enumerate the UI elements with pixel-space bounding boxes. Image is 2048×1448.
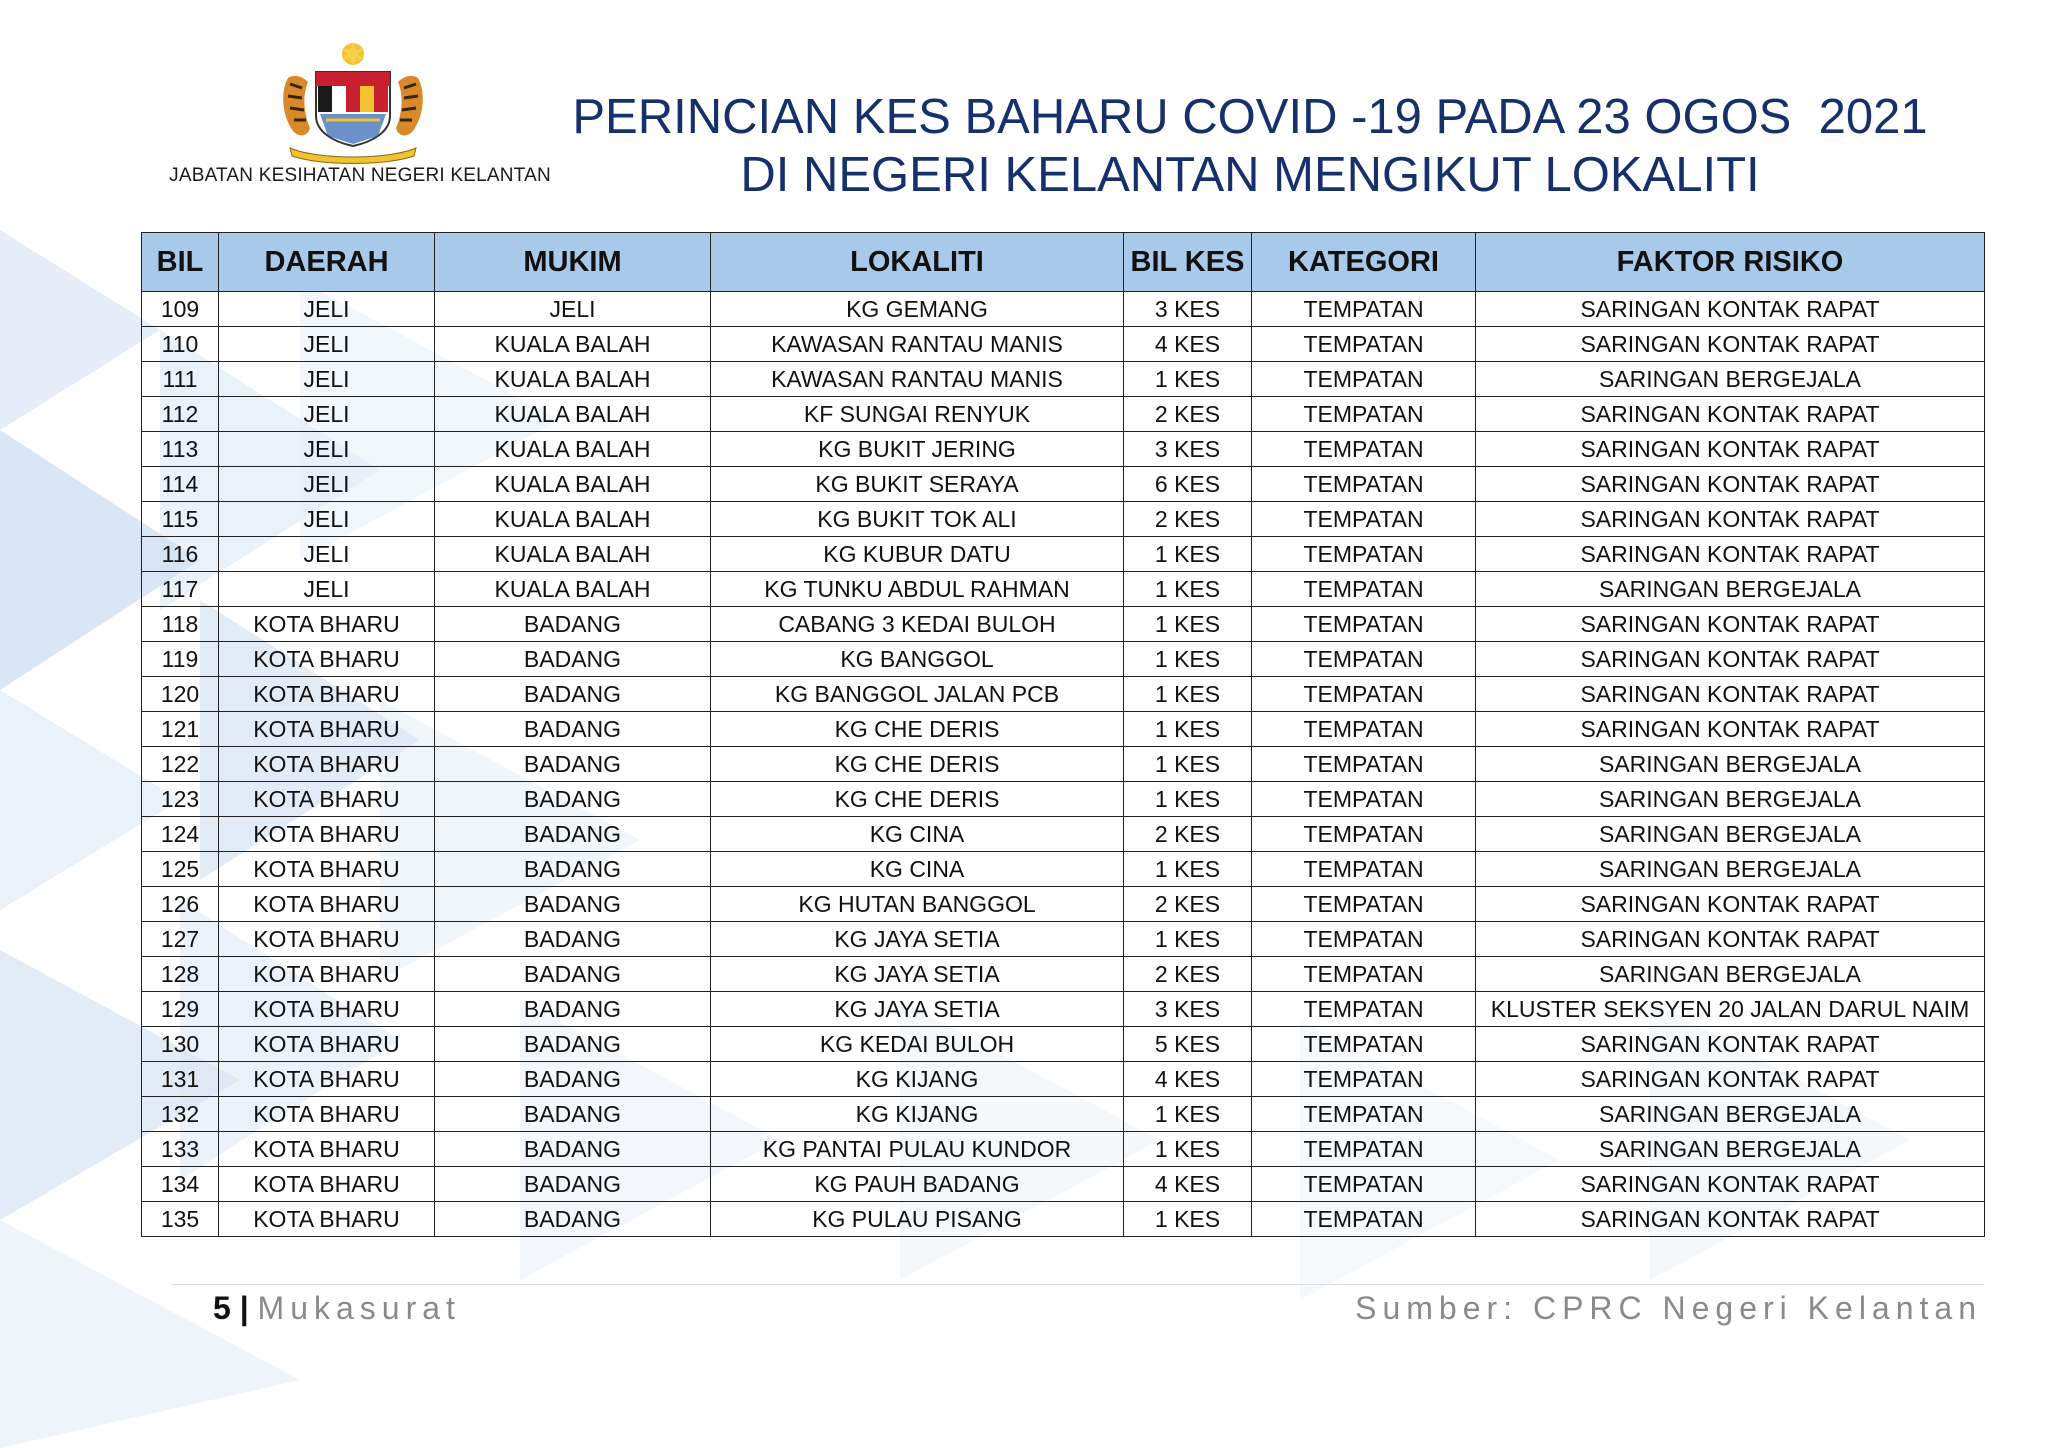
table-cell: TEMPATAN (1252, 1097, 1476, 1132)
table-cell: SARINGAN KONTAK RAPAT (1476, 1027, 1985, 1062)
table-cell: BADANG (435, 957, 711, 992)
table-cell: 1 KES (1124, 362, 1252, 397)
table-cell: KG JAYA SETIA (711, 992, 1124, 1027)
table-cell: 127 (142, 922, 219, 957)
table-cell: KG KEDAI BULOH (711, 1027, 1124, 1062)
table-cell: KG CINA (711, 852, 1124, 887)
table-cell: KF SUNGAI RENYUK (711, 397, 1124, 432)
table-cell: TEMPATAN (1252, 817, 1476, 852)
table-cell: TEMPATAN (1252, 607, 1476, 642)
page-label: Mukasurat (257, 1290, 461, 1326)
table-cell: BADANG (435, 642, 711, 677)
table-cell: 1 KES (1124, 712, 1252, 747)
table-cell: CABANG 3 KEDAI BULOH (711, 607, 1124, 642)
table-row (142, 1202, 1985, 1237)
table-row (142, 397, 1985, 432)
table-cell: BADANG (435, 1167, 711, 1202)
table-cell: 130 (142, 1027, 219, 1062)
table-row (142, 1132, 1985, 1167)
table-cell: 2 KES (1124, 397, 1252, 432)
table-row (142, 1167, 1985, 1202)
table-body (142, 292, 1985, 1237)
table-cell: 114 (142, 467, 219, 502)
table-cell: SARINGAN BERGEJALA (1476, 817, 1985, 852)
column-header-lokaliti: LOKALITI (711, 233, 1124, 292)
table-cell: SARINGAN KONTAK RAPAT (1476, 502, 1985, 537)
table-cell: KUALA BALAH (435, 467, 711, 502)
table-cell: 132 (142, 1097, 219, 1132)
table-cell: BADANG (435, 1202, 711, 1237)
table-cell: SARINGAN BERGEJALA (1476, 852, 1985, 887)
title-line-1: PERINCIAN KES BAHARU COVID -19 PADA 23 OGOS 2021 (572, 90, 1928, 144)
table-cell: SARINGAN KONTAK RAPAT (1476, 537, 1985, 572)
table-cell: BADANG (435, 1027, 711, 1062)
table-cell: TEMPATAN (1252, 992, 1476, 1027)
column-header-mukim: MUKIM (435, 233, 711, 292)
table-cell: 121 (142, 712, 219, 747)
table-cell: 122 (142, 747, 219, 782)
table-cell: 131 (142, 1062, 219, 1097)
table-cell: KOTA BHARU (219, 1097, 435, 1132)
table-row (142, 467, 1985, 502)
table-row (142, 572, 1985, 607)
table-row (142, 782, 1985, 817)
table-cell: SARINGAN BERGEJALA (1476, 1097, 1985, 1132)
table-cell: SARINGAN BERGEJALA (1476, 362, 1985, 397)
footer-source: Sumber: CPRC Negeri Kelantan (1355, 1290, 1982, 1326)
table-header-row (142, 233, 1985, 292)
table-row (142, 502, 1985, 537)
table-cell: SARINGAN KONTAK RAPAT (1476, 712, 1985, 747)
table-cell: 1 KES (1124, 1202, 1252, 1237)
footer-divider (172, 1284, 1984, 1285)
table-cell: KG KUBUR DATU (711, 537, 1124, 572)
table-cell: KOTA BHARU (219, 887, 435, 922)
table-cell: TEMPATAN (1252, 1132, 1476, 1167)
table-cell: KUALA BALAH (435, 327, 711, 362)
table-cell: BADANG (435, 1097, 711, 1132)
table-cell: BADANG (435, 782, 711, 817)
table-cell: TEMPATAN (1252, 362, 1476, 397)
table-cell: 128 (142, 957, 219, 992)
table-cell: BADANG (435, 1132, 711, 1167)
table-cell: KAWASAN RANTAU MANIS (711, 327, 1124, 362)
table-cell: JELI (219, 537, 435, 572)
table-cell: BADANG (435, 1062, 711, 1097)
table-cell: SARINGAN KONTAK RAPAT (1476, 677, 1985, 712)
table-cell: KG PANTAI PULAU KUNDOR (711, 1132, 1124, 1167)
table-cell: KOTA BHARU (219, 1062, 435, 1097)
table-cell: KOTA BHARU (219, 817, 435, 852)
column-header-bil: BIL (142, 233, 219, 292)
table-cell: KUALA BALAH (435, 362, 711, 397)
table-cell: 116 (142, 537, 219, 572)
table-cell: 1 KES (1124, 607, 1252, 642)
table-cell: TEMPATAN (1252, 677, 1476, 712)
table-cell: 2 KES (1124, 817, 1252, 852)
table-cell: 125 (142, 852, 219, 887)
table-row (142, 642, 1985, 677)
table-cell: SARINGAN KONTAK RAPAT (1476, 642, 1985, 677)
table-row (142, 712, 1985, 747)
table-cell: 1 KES (1124, 537, 1252, 572)
table-row (142, 957, 1985, 992)
table-cell: 119 (142, 642, 219, 677)
table-cell: SARINGAN KONTAK RAPAT (1476, 292, 1985, 327)
table-cell: KG BANGGOL JALAN PCB (711, 677, 1124, 712)
table-cell: 115 (142, 502, 219, 537)
table-cell: 123 (142, 782, 219, 817)
table-cell: TEMPATAN (1252, 887, 1476, 922)
table-cell: KUALA BALAH (435, 397, 711, 432)
table-cell: TEMPATAN (1252, 432, 1476, 467)
table-row (142, 852, 1985, 887)
table-cell: 3 KES (1124, 432, 1252, 467)
table-cell: TEMPATAN (1252, 1062, 1476, 1097)
table-cell: KUALA BALAH (435, 432, 711, 467)
table-cell: KOTA BHARU (219, 712, 435, 747)
table-cell: KG PAUH BADANG (711, 1167, 1124, 1202)
table-cell: 129 (142, 992, 219, 1027)
table-cell: 1 KES (1124, 922, 1252, 957)
table-cell: 134 (142, 1167, 219, 1202)
table-row (142, 607, 1985, 642)
table-cell: SARINGAN KONTAK RAPAT (1476, 1062, 1985, 1097)
table-cell: TEMPATAN (1252, 502, 1476, 537)
table-cell: SARINGAN KONTAK RAPAT (1476, 922, 1985, 957)
table-cell: KG CHE DERIS (711, 747, 1124, 782)
table-cell: 1 KES (1124, 852, 1252, 887)
table-cell: 1 KES (1124, 1132, 1252, 1167)
table-cell: KOTA BHARU (219, 677, 435, 712)
table-cell: BADANG (435, 747, 711, 782)
table-row (142, 747, 1985, 782)
table-cell: 117 (142, 572, 219, 607)
table-cell: 4 KES (1124, 1062, 1252, 1097)
agency-name: JABATAN KESIHATAN NEGERI KELANTAN (169, 165, 551, 186)
table-row (142, 1027, 1985, 1062)
table-cell: KUALA BALAH (435, 502, 711, 537)
table-cell: SARINGAN BERGEJALA (1476, 957, 1985, 992)
table-cell: 5 KES (1124, 1027, 1252, 1062)
table-cell: BADANG (435, 852, 711, 887)
table-cell: KG BUKIT TOK ALI (711, 502, 1124, 537)
table-cell: BADANG (435, 992, 711, 1027)
table-row (142, 677, 1985, 712)
table-cell: TEMPATAN (1252, 712, 1476, 747)
table-cell: KOTA BHARU (219, 852, 435, 887)
page-title (540, 88, 1960, 204)
table-cell: 1 KES (1124, 572, 1252, 607)
table-cell: TEMPATAN (1252, 467, 1476, 502)
table-cell: KG HUTAN BANGGOL (711, 887, 1124, 922)
table-cell: KG BUKIT JERING (711, 432, 1124, 467)
table-cell: KOTA BHARU (219, 1132, 435, 1167)
table-cell: 2 KES (1124, 957, 1252, 992)
table-cell: BADANG (435, 887, 711, 922)
table-cell: TEMPATAN (1252, 397, 1476, 432)
table-cell: TEMPATAN (1252, 957, 1476, 992)
table-row (142, 432, 1985, 467)
malaysia-coat-of-arms-icon (268, 40, 438, 166)
table-cell: BADANG (435, 607, 711, 642)
table-cell: TEMPATAN (1252, 572, 1476, 607)
table-cell: SARINGAN KONTAK RAPAT (1476, 467, 1985, 502)
table-cell: KOTA BHARU (219, 1167, 435, 1202)
table-cell: KOTA BHARU (219, 957, 435, 992)
table-cell: KG CHE DERIS (711, 782, 1124, 817)
table-cell: 2 KES (1124, 502, 1252, 537)
column-header-faktor-risiko: FAKTOR RISIKO (1476, 233, 1985, 292)
table-cell: TEMPATAN (1252, 1167, 1476, 1202)
table-cell: BADANG (435, 817, 711, 852)
table-cell: SARINGAN BERGEJALA (1476, 572, 1985, 607)
table-cell: KOTA BHARU (219, 782, 435, 817)
table-cell: KG JAYA SETIA (711, 957, 1124, 992)
table-cell: SARINGAN KONTAK RAPAT (1476, 887, 1985, 922)
table-cell: 110 (142, 327, 219, 362)
table-cell: BADANG (435, 922, 711, 957)
table-cell: JELI (219, 397, 435, 432)
table-cell: KG CHE DERIS (711, 712, 1124, 747)
table-cell: 4 KES (1124, 1167, 1252, 1202)
table-cell: TEMPATAN (1252, 747, 1476, 782)
table-cell: KOTA BHARU (219, 922, 435, 957)
table-cell: JELI (219, 502, 435, 537)
table-cell: SARINGAN BERGEJALA (1476, 747, 1985, 782)
table-cell: KOTA BHARU (219, 992, 435, 1027)
table-row (142, 537, 1985, 572)
table-cell: 1 KES (1124, 677, 1252, 712)
table-row (142, 327, 1985, 362)
table-row (142, 887, 1985, 922)
table-cell: JELI (219, 432, 435, 467)
column-header-bil-kes: BIL KES (1124, 233, 1252, 292)
table-cell: 3 KES (1124, 992, 1252, 1027)
table-cell: SARINGAN BERGEJALA (1476, 1132, 1985, 1167)
table-row (142, 292, 1985, 327)
table-row (142, 1062, 1985, 1097)
table-cell: 135 (142, 1202, 219, 1237)
table-cell: TEMPATAN (1252, 1027, 1476, 1062)
table-cell: KG KIJANG (711, 1097, 1124, 1132)
table-cell: 126 (142, 887, 219, 922)
table-cell: KG JAYA SETIA (711, 922, 1124, 957)
table-cell: 111 (142, 362, 219, 397)
table-cell: 1 KES (1124, 1097, 1252, 1132)
table-cell: KG KIJANG (711, 1062, 1124, 1097)
table-cell: SARINGAN KONTAK RAPAT (1476, 607, 1985, 642)
table-cell: JELI (219, 327, 435, 362)
cases-table (141, 232, 1985, 1237)
table-cell: TEMPATAN (1252, 642, 1476, 677)
table-cell: KG CINA (711, 817, 1124, 852)
table-cell: 2 KES (1124, 887, 1252, 922)
table-cell: 112 (142, 397, 219, 432)
table-cell: KLUSTER SEKSYEN 20 JALAN DARUL NAIM (1476, 992, 1985, 1027)
table-cell: 120 (142, 677, 219, 712)
table-cell: TEMPATAN (1252, 1202, 1476, 1237)
table-cell: JELI (219, 362, 435, 397)
table-cell: KOTA BHARU (219, 747, 435, 782)
table-cell: SARINGAN KONTAK RAPAT (1476, 1167, 1985, 1202)
table-cell: TEMPATAN (1252, 292, 1476, 327)
table-cell: TEMPATAN (1252, 537, 1476, 572)
table-cell: SARINGAN KONTAK RAPAT (1476, 327, 1985, 362)
table-cell: JELI (435, 292, 711, 327)
table-cell: 133 (142, 1132, 219, 1167)
table-cell: TEMPATAN (1252, 852, 1476, 887)
table-cell: 4 KES (1124, 327, 1252, 362)
table-cell: SARINGAN KONTAK RAPAT (1476, 432, 1985, 467)
table-cell: KOTA BHARU (219, 642, 435, 677)
table-cell: 1 KES (1124, 747, 1252, 782)
table-cell: KOTA BHARU (219, 1027, 435, 1062)
table-cell: JELI (219, 467, 435, 502)
column-header-kategori: KATEGORI (1252, 233, 1476, 292)
table-row (142, 922, 1985, 957)
table-cell: 6 KES (1124, 467, 1252, 502)
table-cell: TEMPATAN (1252, 922, 1476, 957)
table-cell: KAWASAN RANTAU MANIS (711, 362, 1124, 397)
table-cell: JELI (219, 292, 435, 327)
footer-page (213, 1290, 461, 1327)
table-cell: KOTA BHARU (219, 607, 435, 642)
table-cell: JELI (219, 572, 435, 607)
table-cell: BADANG (435, 712, 711, 747)
table-row (142, 992, 1985, 1027)
table-cell: KG PULAU PISANG (711, 1202, 1124, 1237)
table-cell: TEMPATAN (1252, 782, 1476, 817)
table-cell: TEMPATAN (1252, 327, 1476, 362)
table-row (142, 817, 1985, 852)
table-cell: 1 KES (1124, 782, 1252, 817)
table-cell: SARINGAN BERGEJALA (1476, 782, 1985, 817)
table-row (142, 1097, 1985, 1132)
title-line-2: DI NEGERI KELANTAN MENGIKUT LOKALITI (740, 148, 1760, 202)
table-cell: 1 KES (1124, 642, 1252, 677)
table-cell: 118 (142, 607, 219, 642)
table-cell: 124 (142, 817, 219, 852)
table-cell: KG TUNKU ABDUL RAHMAN (711, 572, 1124, 607)
table-cell: BADANG (435, 677, 711, 712)
table-cell: 109 (142, 292, 219, 327)
page-number: 5 (213, 1290, 231, 1326)
table-cell: KOTA BHARU (219, 1202, 435, 1237)
table-cell: 113 (142, 432, 219, 467)
table-cell: KG BUKIT SERAYA (711, 467, 1124, 502)
table-cell: KUALA BALAH (435, 572, 711, 607)
table-cell: KUALA BALAH (435, 537, 711, 572)
page-separator: | (239, 1290, 249, 1326)
table-cell: KG BANGGOL (711, 642, 1124, 677)
column-header-daerah: DAERAH (219, 233, 435, 292)
table-cell: 3 KES (1124, 292, 1252, 327)
table-cell: KG GEMANG (711, 292, 1124, 327)
table-row (142, 362, 1985, 397)
table-cell: SARINGAN KONTAK RAPAT (1476, 1202, 1985, 1237)
table-cell: SARINGAN KONTAK RAPAT (1476, 397, 1985, 432)
